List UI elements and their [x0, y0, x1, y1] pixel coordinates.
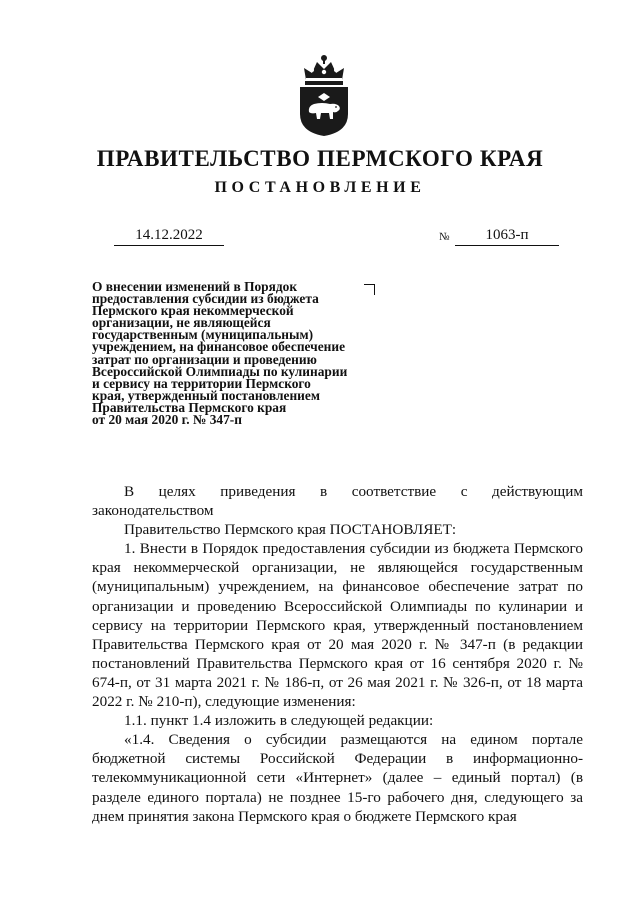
- document-number: 1063-п: [455, 226, 559, 246]
- perm-krai-coat-of-arms-icon: [292, 52, 356, 136]
- body-paragraph: 1.1. пункт 1.4 изложить в следующей редакции:: [124, 712, 434, 730]
- subject-line: Пермского края некоммерческой: [92, 303, 294, 319]
- body-paragraph: Правительство Пермского края ПОСТАНОВЛЯЕТ:: [124, 521, 457, 539]
- document-date: 14.12.2022: [114, 226, 224, 246]
- subject-line: Всероссийской Олимпиады по кулинарии: [92, 363, 348, 379]
- subject-line: организации, не являющейся: [92, 315, 271, 331]
- body-paragraph: В целях приведения в соответствие с действующим законодательством: [92, 483, 583, 520]
- subject-line: затрат по организации и проведению: [92, 351, 317, 367]
- number-sign: №: [439, 231, 450, 243]
- subject-corner-mark: [364, 284, 375, 295]
- body-paragraph: 1. Внести в Порядок предоставления субсидии из бюджета Пермского края некоммерческой организации, не являющейся государственным (муниципальным) учреждением, на финансовое обеспечение затрат по организации и проведению Всероссийской Олимпиады по кулинарии и сервису на территории Пермского края, утвержденный постановлением Правительства Пермского края от 20 мая 2020 г. № 347-п (в редакции постановлений Правительства Пермского края от 16 сентября 2020 г. № 674-п, от 31 марта 2021 г. № 186-п, от 26 мая 2021 г. № 326-п, от 18 марта 2022 г. № 210-п), следующие изменения:: [92, 540, 583, 711]
- subject-line: края, утвержденный постановлением: [92, 387, 320, 403]
- subject-line: государственным (муниципальным): [92, 327, 314, 343]
- document-body: [92, 482, 583, 826]
- subject-line: Правительства Пермского края: [92, 399, 287, 415]
- subject-line: и сервису на территории Пермского: [92, 375, 311, 391]
- document-type: ПОСТАНОВЛЕНИЕ: [214, 179, 426, 196]
- subject-line: учреждением, на финансовое обеспечение: [92, 339, 346, 355]
- government-title: ПРАВИТЕЛЬСТВО ПЕРМСКОГО КРАЯ: [96, 146, 544, 171]
- subject-line: от 20 мая 2020 г. № 347-п: [92, 412, 242, 428]
- subject-line: предоставления субсидии из бюджета: [92, 291, 319, 307]
- subject-line: О внесении изменений в Порядок: [92, 279, 298, 294]
- body-paragraph: «1.4. Сведения о субсидии размещаются на едином портале бюджетной системы Российской Федерации в информационно-телекоммуникационной сети «Интернет» (далее – единый портал) (в разделе единого портала) не позднее 15-го рабочего дня, следующего за днем принятия закона Пермского края о бюджете Пермского края: [92, 731, 583, 825]
- document-subject: [92, 281, 392, 426]
